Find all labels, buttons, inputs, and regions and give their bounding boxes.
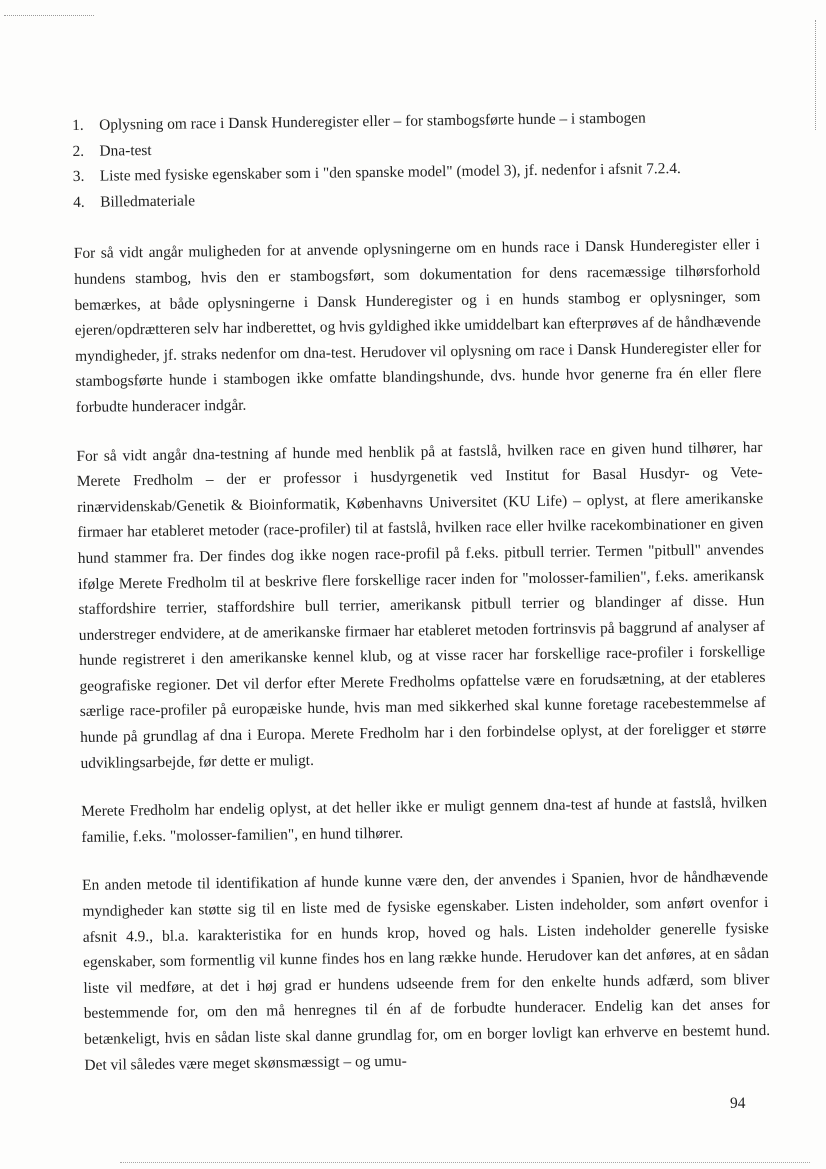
scan-edge-mark-right	[815, 20, 816, 130]
scan-edge-mark-top	[4, 15, 94, 16]
paragraph-spanish-model: En anden metode til identifikation af hunde kunne være den, der anvendes i Spanien, hvor de håndhævende myndigheder kan støtte sig til en liste med de fysiske egenskaber. Listen indeholder, som anført ovenfor i afsnit 4.9., bl.a. karakteristika for en hunds krop, hoved og hals. Listen indeholder generelle fysiske egenskaber, som formentlig vil kunne findes hos en lang række hunde. Herudover kan det anføres, at en sådan liste vil medføre, at det i høj grad er hundens udseende frem for den enkelte hunds adfærd, som bliver bestemmende for, om den må henregnes til én af de forbudte hunderacer. Endelig kan det anses for betænkeligt, hvis en sådan liste skal danne grundlag for, om en borger lovligt kan erhverve en bestemt hund. Det vil således være meget skønsmæssigt – og umu-	[82, 868, 771, 1074]
page-body	[72, 104, 771, 1101]
list-item-number: 3.	[72, 168, 85, 186]
list-item-text: Liste med fysiske egenskaber som i "den spanske model" (model 3), jf. nedenfor i afsnit 7.2.4.	[99, 160, 681, 185]
list-item-text: Billedmateriale	[100, 192, 196, 211]
paragraph-registry-pedigree: For så vidt angår muligheden for at anvende oplysningerne om en hunds race i Dansk Hunderegister eller i hundens stambog, hvis den er stambogsført, som dokumentation for dens racemæssige tilhørsforhold bemærkes, at både oplysningerne i Dansk Hunderegister og i en hunds stambog er oplysninger, som ejeren/opdrætteren selv har indberettet, og hvis gyldighed ikke umiddelbart kan efterprøves af de håndhævende myndigheder, jf. straks nedenfor om dna-test. Herudover vil oplysning om race i Dansk Hunderegister eller for stambogsførte hunde i stambogen ikke omfatte blandingshunde, dvs. hunde hvor generne fra én eller flere forbudte hunderacer indgår.	[73, 236, 762, 416]
page-number: 94	[730, 1095, 746, 1112]
list-item-number: 4.	[73, 193, 85, 211]
list-item-number: 2.	[72, 142, 85, 160]
paragraph-family-dna: Merete Fredholm har endelig oplyst, at det heller ikke er muligt gennem dna-test af hunde at fastslå, hvilken familie, f.eks. "molosser-familien", en hund tilhører.	[81, 794, 768, 846]
list-item-text: Dna-test	[99, 141, 152, 160]
scan-edge-mark-bottom	[120, 1162, 810, 1163]
list-item-number: 1.	[72, 116, 84, 134]
numbered-list	[72, 104, 759, 215]
paragraph-dna-testing: For så vidt angår dna-testning af hunde med henblik på at fastslå, hvilken race en given hund tilhører, har Merete Fredholm – der er professor i husdyrgenetik ved Institut for Basal Husdyr- og Veterinærvidenskab/Genetik & Bioinformatik, Københavns Universitet (KU Life) – oplyst, at flere amerikanske firmaer har etableret metoder (race-profiler) til at fastslå, hvilken race eller hvilke racekombinationer en given hund stammer fra. Der findes dog ikke nogen race-profil på f.eks. pitbull terrier. Termen "pitbull" anvendes ifølge Merete Fredholm til at beskrive flere forskellige racer inden for "molosser-familien", f.eks. amerikansk staffordshire terrier, staffordshire bull terrier, amerikansk pitbull terrier og blandinger af disse. Hun understreger endvidere, at de amerikanske firmaer har etableret metoden fortrinsvis på baggrund af analyser af hunde registreret i den amerikanske kennel klub, og at visse racer har forskellige race-profiler i forskellige geografiske regioner. Det vil derfor efter Merete Fredholms opfattelse være en forudsætning, at der etableres særlige race-profiler på europæiske hunde, hvis man med sikkerhed skal kunne foretage racebestemmelse af hunde på grundlag af dna i Europa. Merete Fredholm har i den forbindelse oplyst, at der foreligger et større udviklingsarbejde, før dette er muligt.	[76, 438, 767, 772]
list-item-text: Oplysning om race i Dansk Hunderegister eller – for stambogsførte hunde – i stambogen	[99, 109, 646, 134]
